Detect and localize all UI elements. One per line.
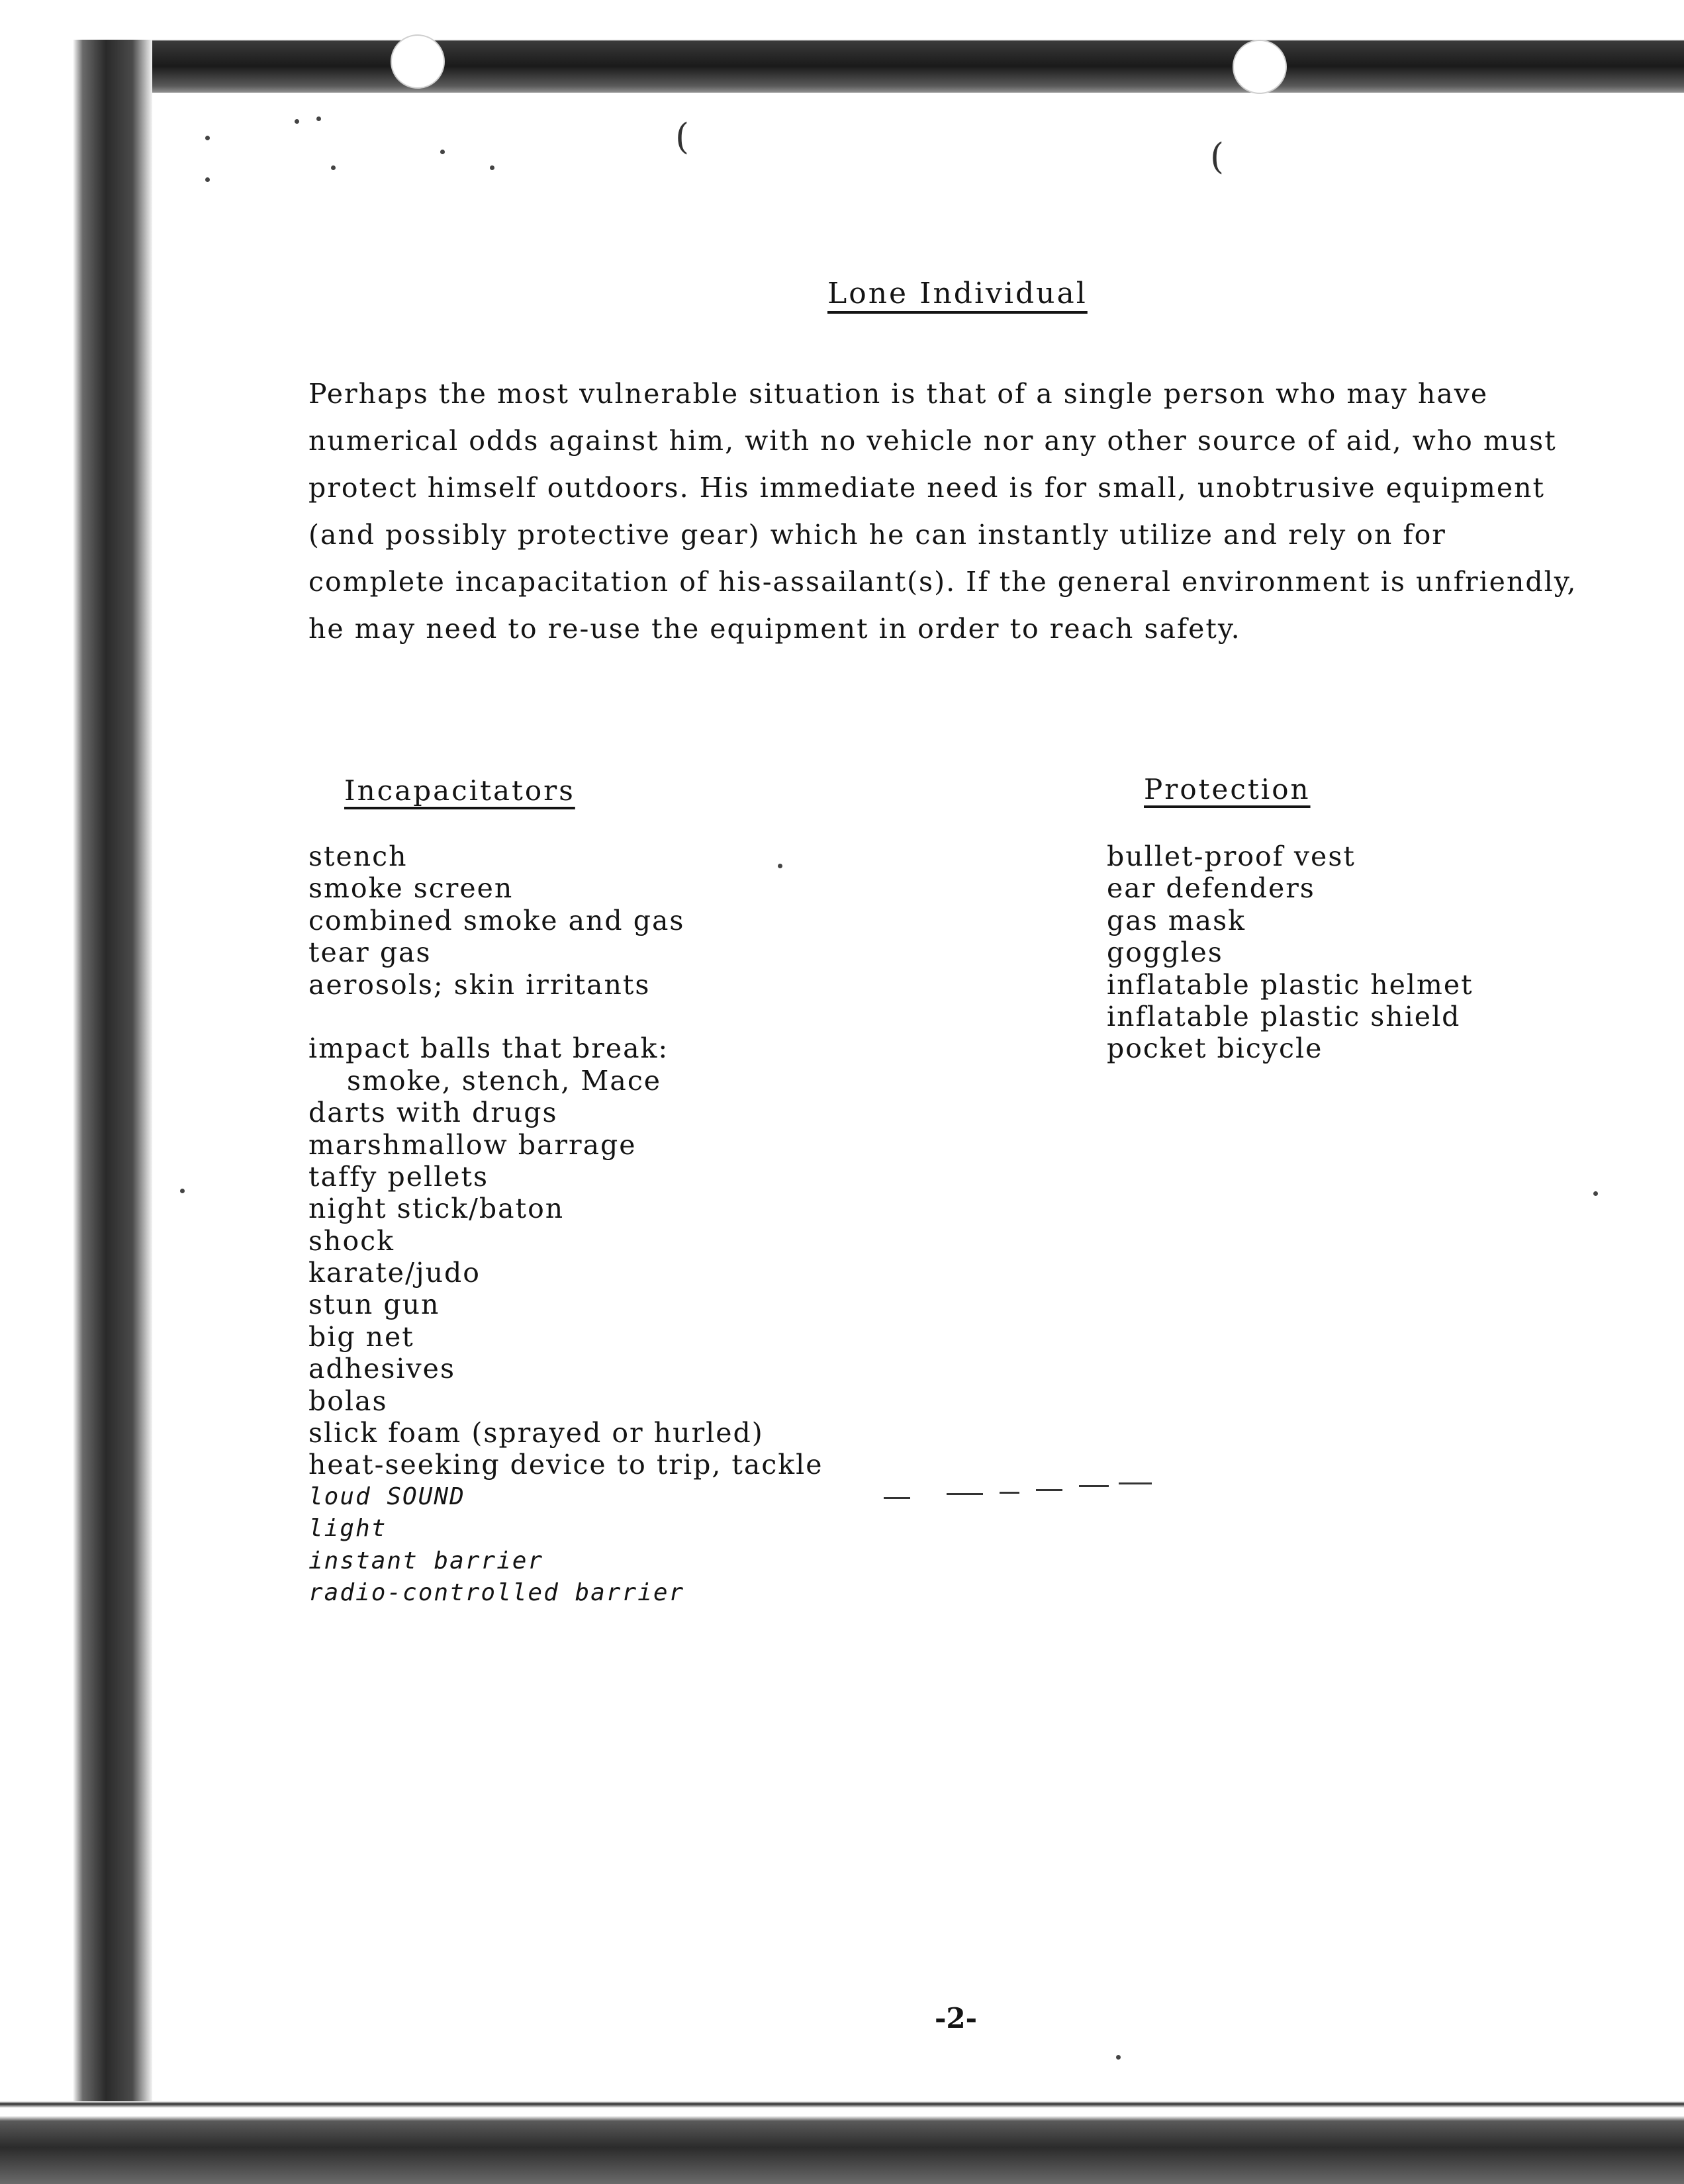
scan-dash: [947, 1493, 983, 1495]
list-item: night stick/baton: [308, 1193, 565, 1225]
list-item-handwritten: instant barrier: [308, 1547, 544, 1574]
list-item: karate/judo: [308, 1257, 481, 1289]
scan-speck: [331, 165, 336, 170]
scan-speck: [440, 150, 445, 154]
protection-list: [1107, 841, 1474, 1065]
list-item: stun gun: [308, 1289, 440, 1321]
list-item: taffy pellets: [308, 1160, 489, 1193]
scan-border-bottom: [0, 2101, 1684, 2184]
scan-mark: (: [1210, 136, 1225, 177]
list-item: ear defenders: [1107, 872, 1315, 905]
scan-speck: [1116, 2055, 1121, 2060]
list-item: inflatable plastic shield: [1107, 1000, 1461, 1032]
scan-speck: [1593, 1191, 1598, 1196]
scan-speck: [205, 177, 210, 182]
list-item-handwritten: loud SOUND: [308, 1482, 465, 1510]
list-item: shock: [308, 1224, 395, 1257]
list-item: gas mask: [1107, 904, 1246, 936]
list-item: goggles: [1107, 936, 1223, 969]
scan-border-left: [0, 40, 152, 2184]
page-number: -2-: [935, 2002, 978, 2034]
list-item: big net: [308, 1320, 414, 1353]
list-item: pocket bicycle: [1107, 1032, 1323, 1065]
list-item-handwritten: radio-controlled barrier: [308, 1578, 685, 1606]
list-item: impact balls that break:: [308, 1032, 669, 1065]
page-top-edge: [152, 99, 1684, 119]
list-item: marshmallow barrage: [308, 1128, 637, 1161]
scan-dash: [1000, 1492, 1019, 1494]
list-item-handwritten: light: [308, 1515, 387, 1543]
list-item: inflatable plastic helmet: [1107, 968, 1474, 1001]
list-item: smoke screen: [308, 872, 514, 905]
list-gap: [308, 1001, 823, 1032]
list-item: stench: [308, 841, 408, 872]
list-item: aerosols; skin irritants: [308, 968, 651, 1001]
scan-dash: [1036, 1489, 1062, 1491]
scan-border-top: [0, 0, 1684, 93]
list-item: bolas: [308, 1385, 388, 1417]
scan-speck: [316, 116, 321, 121]
scan-speck: [490, 165, 494, 170]
scan-dash: [1119, 1482, 1152, 1484]
incapacitators-heading: Incapacitators: [344, 774, 575, 807]
incapacitators-list: [308, 841, 823, 1609]
section-heading: Lone Individual: [827, 277, 1088, 310]
list-item: combined smoke and gas: [308, 904, 685, 936]
list-item: darts with drugs: [308, 1097, 558, 1129]
punch-hole-left: [391, 34, 445, 89]
scan-speck: [205, 136, 210, 140]
scan-dash: [1079, 1485, 1109, 1487]
protection-heading: Protection: [1144, 773, 1311, 805]
punch-hole-right: [1233, 40, 1287, 94]
list-item: slick foam (sprayed or hurled): [308, 1417, 764, 1449]
scan-speck: [295, 119, 299, 124]
list-item: smoke, stench, Mace: [347, 1064, 662, 1097]
scan-dash: [884, 1497, 910, 1499]
list-item: tear gas: [308, 936, 432, 969]
list-item: heat-seeking device to trip, tackle: [308, 1449, 823, 1481]
scan-speck: [180, 1189, 185, 1193]
list-item: adhesives: [308, 1353, 455, 1385]
scan-mark: (: [675, 116, 690, 158]
body-paragraph: Perhaps the most vulnerable situation is that of a single person who may have numerical odds against him, with no vehicle nor any other source of aid, who must protect himself outdoors. His immediate need is for small, unobtrusive equipment (and possibly protective gear) which he can instantly utilize and rely on for complete incapacitation of his-assailant(s). If the general environment is unfriendly, he may need to re-use the equipment in order to reach safety.: [308, 378, 1577, 645]
list-item: bullet-proof vest: [1107, 841, 1356, 872]
